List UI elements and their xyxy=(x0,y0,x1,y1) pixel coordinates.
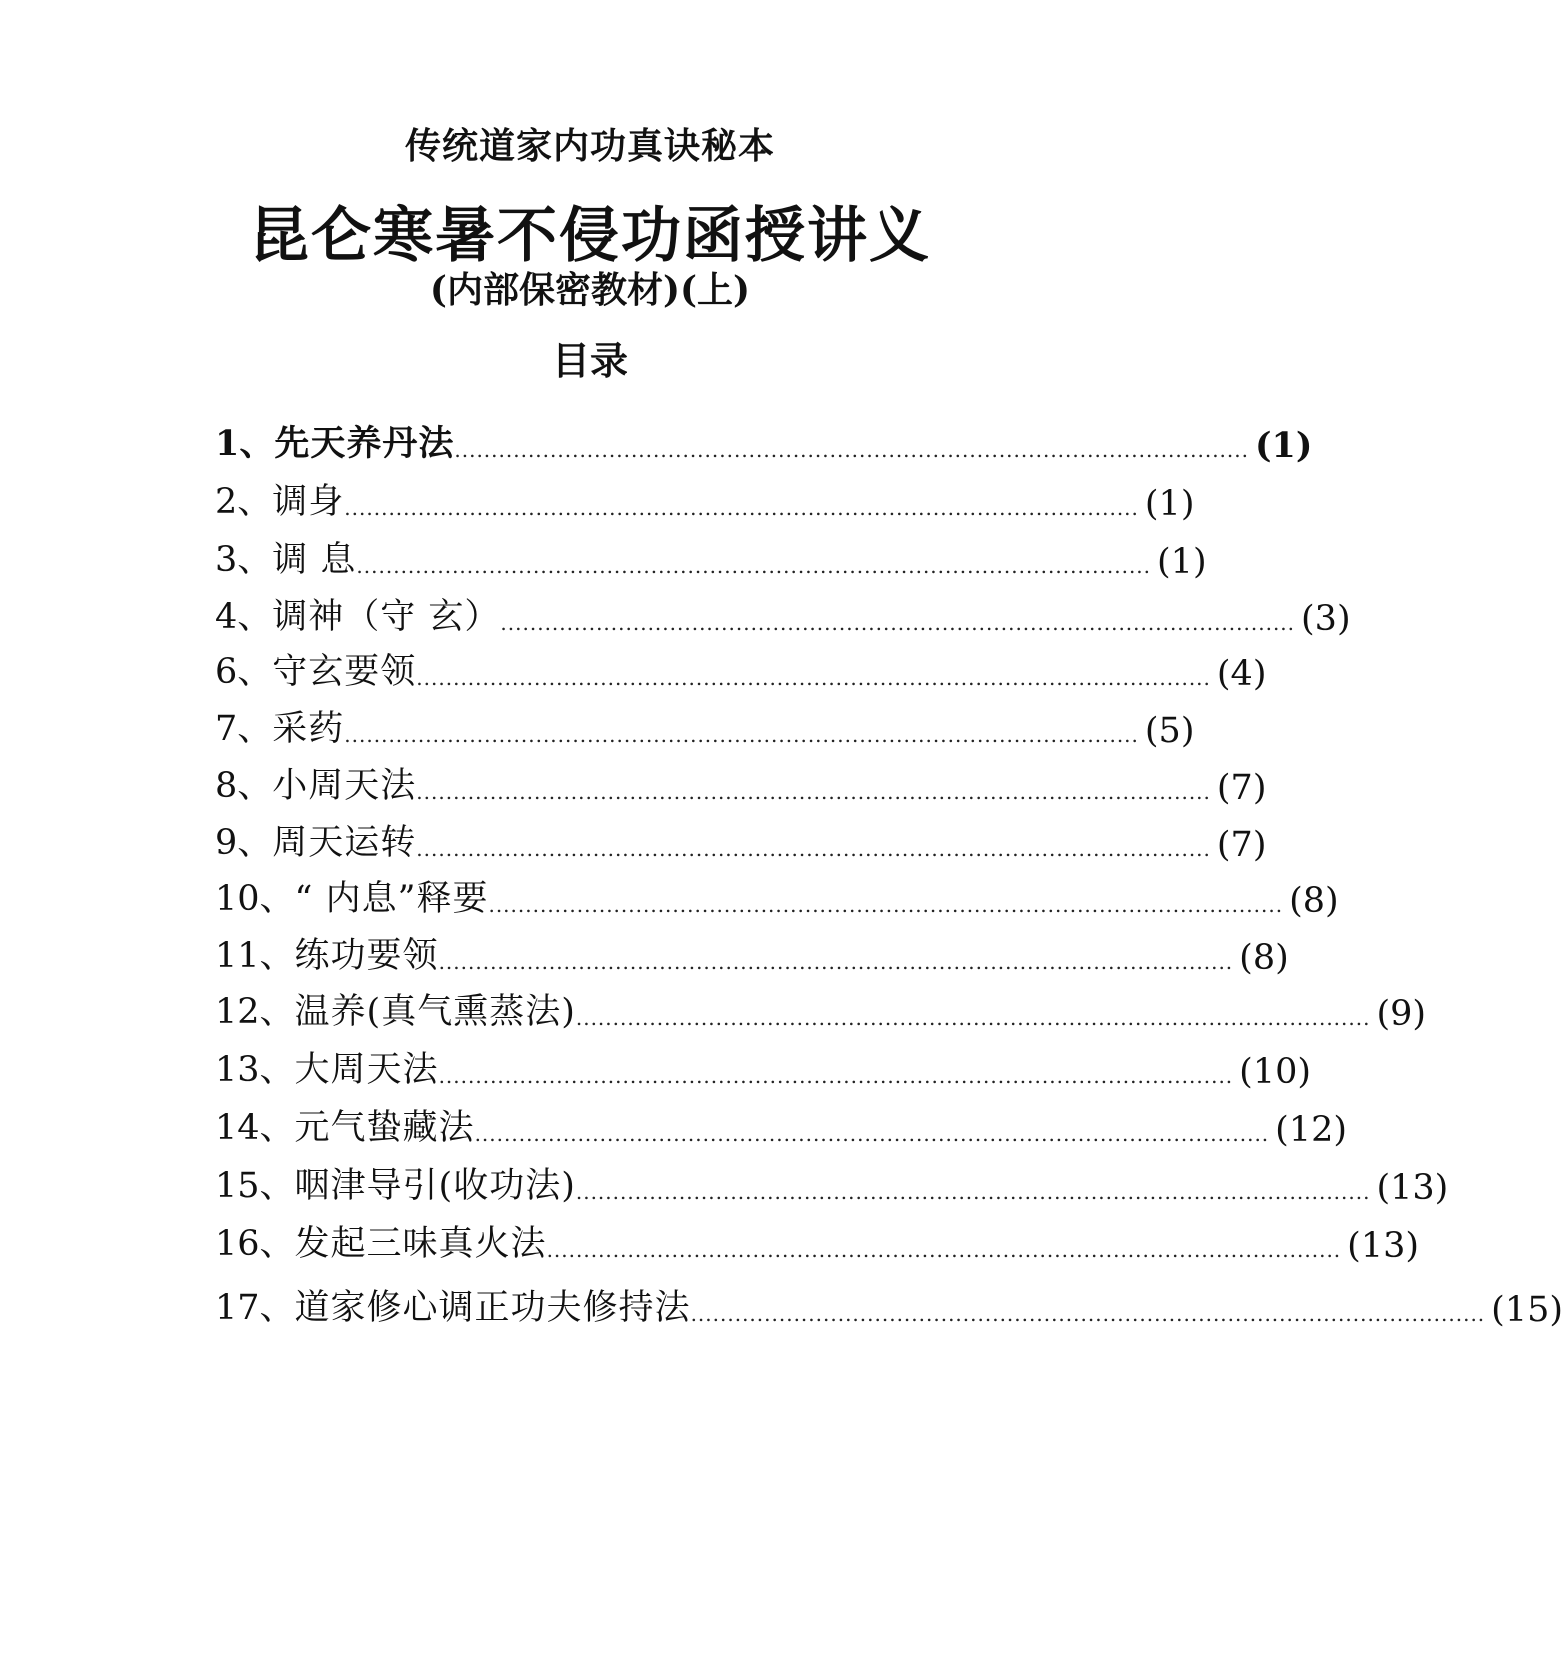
toc-entry-number: 7、 xyxy=(215,709,273,749)
toc-entry-15[interactable] xyxy=(215,1160,1449,1208)
toc-entry-10[interactable] xyxy=(215,873,1339,921)
toc-entry-number: 9、 xyxy=(215,823,273,863)
toc-entry-8[interactable] xyxy=(215,760,1267,808)
series-subtitle: 传统道家内功真诀秘本 xyxy=(404,125,775,167)
toc-leader-dots: ............................................................................................................ xyxy=(344,496,1139,520)
toc-entry-3[interactable] xyxy=(215,534,1207,582)
toc-leader-dots: ............................................................................................................ xyxy=(575,1180,1371,1204)
toc-entry-label: 守玄要领 xyxy=(272,652,417,692)
toc-entry-page: (12) xyxy=(1275,1110,1348,1150)
toc-leader-dots: ............................................................................................................ xyxy=(690,1302,1486,1326)
toc-leader-dots: ............................................................................................................ xyxy=(438,1064,1234,1088)
toc-entry-label: 周天运转 xyxy=(272,823,417,863)
toc-entry-label: 元气蛰藏法 xyxy=(294,1108,475,1148)
toc-entry-page: (13) xyxy=(1376,1168,1449,1208)
toc-leader-dots: ............................................................................................................ xyxy=(474,1122,1270,1146)
toc-leader-dots: ............................................................................................................ xyxy=(438,950,1234,974)
toc-entry-12[interactable] xyxy=(215,986,1427,1034)
toc-entry-number: 11、 xyxy=(215,936,295,976)
toc-entry-page: (8) xyxy=(1289,881,1339,921)
toc-entry-label: 道家修心调正功夫修持法 xyxy=(294,1288,691,1328)
toc-entry-1[interactable] xyxy=(215,418,1313,466)
toc-entry-page: (5) xyxy=(1144,711,1195,751)
toc-leader-dots: ............................................................................................................ xyxy=(356,554,1152,578)
toc-entry-number: 16、 xyxy=(215,1224,295,1264)
toc-entry-page: (1) xyxy=(1157,542,1207,582)
toc-entry-number: 14、 xyxy=(215,1108,295,1148)
toc-entry-2[interactable] xyxy=(215,476,1195,524)
toc-leader-dots: ............................................................................................................ xyxy=(454,438,1249,462)
toc-entry-9[interactable] xyxy=(215,817,1267,865)
toc-leader-dots: ............................................................................................................ xyxy=(500,611,1296,635)
toc-leader-dots: ............................................................................................................ xyxy=(546,1238,1342,1262)
toc-entry-label: 调神（守 玄） xyxy=(272,597,501,637)
toc-entry-number: 3、 xyxy=(215,540,273,580)
toc-entry-label: 咽津导引(收功法) xyxy=(294,1166,576,1206)
toc-entry-16[interactable] xyxy=(215,1218,1420,1266)
toc-entry-page: (9) xyxy=(1376,994,1427,1034)
toc-entry-7[interactable] xyxy=(215,703,1195,751)
toc-entry-number: 6、 xyxy=(215,652,273,692)
toc-entry-number: 8、 xyxy=(215,766,273,806)
toc-entry-page: (10) xyxy=(1239,1052,1312,1092)
toc-leader-dots: ............................................................................................................ xyxy=(416,837,1211,861)
toc-entry-page: (7) xyxy=(1216,825,1267,865)
toc-leader-dots: ............................................................................................................ xyxy=(344,723,1139,747)
toc-entry-page: (7) xyxy=(1216,768,1267,808)
toc-entry-6[interactable] xyxy=(215,646,1267,694)
toc-entry-page: (13) xyxy=(1347,1226,1420,1266)
toc-entry-17[interactable] xyxy=(215,1282,1563,1330)
document-title: 昆仑寒暑不侵功函授讲义 xyxy=(249,201,931,271)
document-note: (内部保密教材)(上) xyxy=(429,269,751,311)
toc-entry-page: (8) xyxy=(1239,938,1289,978)
toc-entry-number: 12、 xyxy=(215,992,295,1032)
toc-entry-number: 2、 xyxy=(215,482,273,522)
toc-entry-number: 4、 xyxy=(215,597,273,637)
toc-entry-page: (15) xyxy=(1491,1290,1563,1330)
toc-entry-page: (3) xyxy=(1301,599,1351,639)
toc-entry-label: “ 内息”释要 xyxy=(294,879,489,919)
toc-entry-number: 10、 xyxy=(215,879,295,919)
toc-leader-dots: ............................................................................................................ xyxy=(416,780,1211,804)
toc-entry-11[interactable] xyxy=(215,930,1289,978)
toc-entry-4[interactable] xyxy=(215,591,1351,639)
toc-entry-number: 1、 xyxy=(215,423,275,464)
toc-entry-number: 17、 xyxy=(215,1288,295,1328)
toc-entry-label: 温养(真气熏蒸法) xyxy=(294,992,576,1032)
toc-entry-label: 调 息 xyxy=(272,540,357,580)
toc-leader-dots: ............................................................................................................ xyxy=(416,666,1211,690)
toc-leader-dots: ............................................................................................................ xyxy=(488,893,1284,917)
toc-entry-number: 15、 xyxy=(215,1166,295,1206)
toc-entry-page: (1) xyxy=(1144,484,1195,524)
toc-entry-label: 练功要领 xyxy=(294,936,439,976)
toc-entry-label: 采药 xyxy=(272,709,345,749)
toc-entry-14[interactable] xyxy=(215,1102,1348,1150)
toc-entry-number: 13、 xyxy=(215,1050,295,1090)
toc-entry-13[interactable] xyxy=(215,1044,1312,1092)
toc-entry-label: 调身 xyxy=(272,482,345,522)
toc-entry-label: 大周天法 xyxy=(294,1050,439,1090)
toc-entry-page: (1) xyxy=(1254,425,1313,466)
toc-entry-label: 先天养丹法 xyxy=(274,423,455,464)
toc-heading: 目录 xyxy=(551,338,628,383)
toc-entry-label: 发起三味真火法 xyxy=(294,1224,547,1264)
toc-leader-dots: ............................................................................................................ xyxy=(575,1006,1371,1030)
toc-entry-label: 小周天法 xyxy=(272,766,417,806)
toc-entry-page: (4) xyxy=(1216,654,1267,694)
